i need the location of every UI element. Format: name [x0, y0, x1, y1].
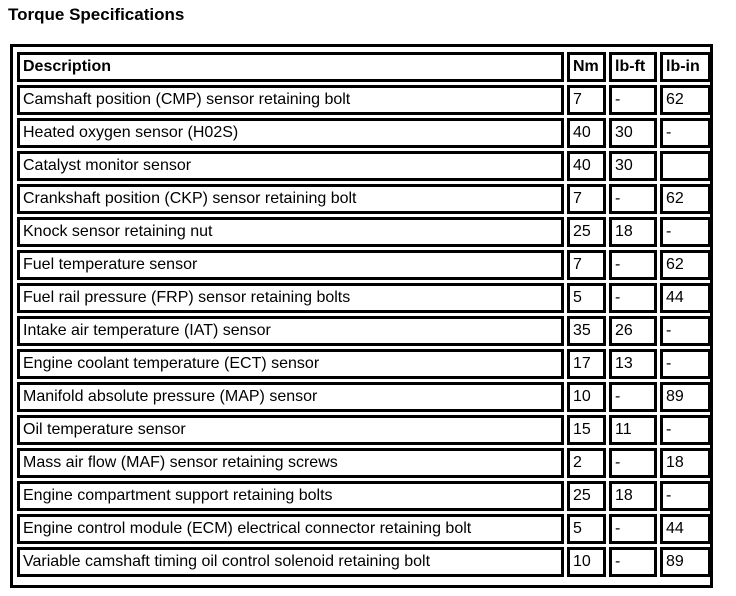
cell-lbin: 44 — [660, 514, 711, 544]
cell-nm: 7 — [567, 184, 606, 214]
cell-lbin: 62 — [660, 250, 711, 280]
cell-description: Engine coolant temperature (ECT) sensor — [17, 349, 564, 379]
cell-description: Oil temperature sensor — [17, 415, 564, 445]
cell-description: Fuel rail pressure (FRP) sensor retaining bolts — [17, 283, 564, 313]
table-row — [17, 415, 711, 445]
cell-description: Engine control module (ECM) electrical connector retaining bolt — [17, 514, 564, 544]
cell-lbin: - — [660, 349, 711, 379]
cell-lbft: 30 — [609, 118, 657, 148]
cell-description: Manifold absolute pressure (MAP) sensor — [17, 382, 564, 412]
table-row — [17, 382, 711, 412]
table-row — [17, 118, 711, 148]
table-row — [17, 184, 711, 214]
cell-lbin: - — [660, 316, 711, 346]
cell-nm: 7 — [567, 85, 606, 115]
cell-description: Knock sensor retaining nut — [17, 217, 564, 247]
torque-spec-table — [14, 49, 714, 580]
cell-nm: 40 — [567, 118, 606, 148]
cell-nm: 25 — [567, 481, 606, 511]
cell-lbft: - — [609, 382, 657, 412]
cell-lbft: - — [609, 250, 657, 280]
table-header-row — [17, 52, 711, 82]
cell-lbin: - — [660, 217, 711, 247]
cell-lbft: - — [609, 85, 657, 115]
cell-lbft: - — [609, 448, 657, 478]
cell-nm: 2 — [567, 448, 606, 478]
cell-description: Camshaft position (CMP) sensor retaining bolt — [17, 85, 564, 115]
cell-lbin: 89 — [660, 382, 711, 412]
table-row — [17, 250, 711, 280]
column-header-lbft: lb-ft — [609, 52, 657, 82]
cell-nm: 5 — [567, 283, 606, 313]
table-row — [17, 283, 711, 313]
column-header-lbin: lb-in — [660, 52, 711, 82]
cell-nm: 40 — [567, 151, 606, 181]
table-row — [17, 151, 711, 181]
cell-description: Fuel temperature sensor — [17, 250, 564, 280]
cell-lbft: 13 — [609, 349, 657, 379]
table-row — [17, 547, 711, 577]
cell-lbin — [660, 151, 711, 181]
cell-lbin: 44 — [660, 283, 711, 313]
cell-lbft: 18 — [609, 481, 657, 511]
cell-lbft: 26 — [609, 316, 657, 346]
column-header-nm: Nm — [567, 52, 606, 82]
table-row — [17, 217, 711, 247]
cell-lbft: 30 — [609, 151, 657, 181]
cell-description: Catalyst monitor sensor — [17, 151, 564, 181]
cell-nm: 25 — [567, 217, 606, 247]
cell-lbin: 18 — [660, 448, 711, 478]
cell-description: Mass air flow (MAF) sensor retaining screws — [17, 448, 564, 478]
table-row — [17, 85, 711, 115]
table-row — [17, 349, 711, 379]
cell-nm: 35 — [567, 316, 606, 346]
cell-nm: 10 — [567, 547, 606, 577]
cell-lbft: - — [609, 514, 657, 544]
cell-nm: 15 — [567, 415, 606, 445]
cell-lbft: - — [609, 283, 657, 313]
cell-nm: 10 — [567, 382, 606, 412]
cell-lbin: - — [660, 481, 711, 511]
cell-nm: 7 — [567, 250, 606, 280]
table-row — [17, 514, 711, 544]
cell-description: Variable camshaft timing oil control solenoid retaining bolt — [17, 547, 564, 577]
cell-lbft: 18 — [609, 217, 657, 247]
cell-description: Crankshaft position (CKP) sensor retaining bolt — [17, 184, 564, 214]
cell-lbin: 89 — [660, 547, 711, 577]
table-row — [17, 481, 711, 511]
cell-lbft: - — [609, 184, 657, 214]
page-title: Torque Specifications — [8, 5, 185, 24]
cell-description: Engine compartment support retaining bolts — [17, 481, 564, 511]
cell-nm: 5 — [567, 514, 606, 544]
cell-lbft: 11 — [609, 415, 657, 445]
cell-description: Intake air temperature (IAT) sensor — [17, 316, 564, 346]
table-row — [17, 448, 711, 478]
cell-lbin: - — [660, 118, 711, 148]
cell-description: Heated oxygen sensor (H02S) — [17, 118, 564, 148]
cell-lbin: - — [660, 415, 711, 445]
cell-lbin: 62 — [660, 85, 711, 115]
cell-lbft: - — [609, 547, 657, 577]
column-header-description: Description — [17, 52, 564, 82]
cell-nm: 17 — [567, 349, 606, 379]
table-row — [17, 316, 711, 346]
cell-lbin: 62 — [660, 184, 711, 214]
